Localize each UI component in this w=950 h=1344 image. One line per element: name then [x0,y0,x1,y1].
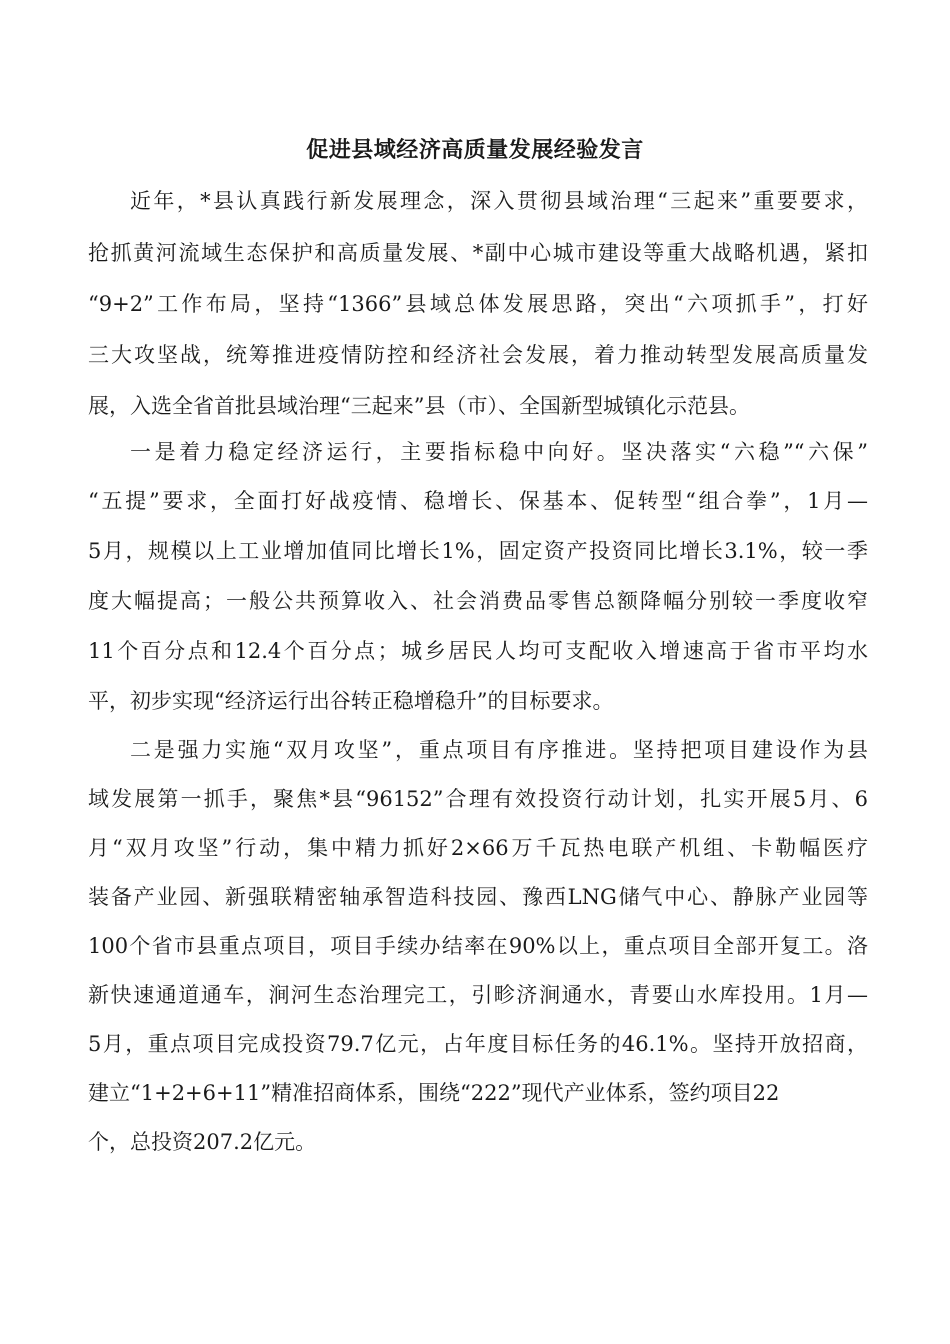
paragraph-3-line-6: 新快速通道通车，涧河生态治理完工，引畛济涧通水，青要山水库投用。1月— [88,983,868,1007]
document-title: 促进县域经济高质量发展经验发言 [306,138,644,163]
paragraph-1-line-4: 三大攻坚战，统筹推进疫情防控和经济社会发展，着力推动转型发展高质量发 [88,343,868,367]
paragraph-3-line-4: 装备产业园、新强联精密轴承智造科技园、豫西LNG储气中心、静脉产业园等 [88,885,868,909]
paragraph-2-line-5: 11个百分点和12.4个百分点；城乡居民人均可支配收入增速高于省市平均水 [88,639,868,663]
paragraph-1-line-1: 近年，*县认真践行新发展理念，深入贯彻县域治理“三起来”重要要求， [130,189,868,213]
paragraph-1-line-5: 展，入选全省首批县域治理“三起来”县（市）、全国新型城镇化示范县。 [88,394,750,418]
paragraph-1-line-3: “9+2”工作布局，坚持“1366”县域总体发展思路，突出“六项抓手”，打好 [88,292,868,316]
paragraph-3-line-5: 100个省市县重点项目，项目手续办结率在90%以上，重点项目全部开复工。洛 [88,934,868,958]
paragraph-2-line-3: 5月，规模以上工业增加值同比增长1%，固定资产投资同比增长3.1%，较一季 [88,539,868,563]
paragraph-2-line-1: 一是着力稳定经济运行，主要指标稳中向好。坚决落实“六稳”“六保” [130,440,868,464]
paragraph-2-line-4: 度大幅提高；一般公共预算收入、社会消费品零售总额降幅分别较一季度收窄 [88,589,868,613]
paragraph-3-line-2: 域发展第一抓手，聚焦*县“96152”合理有效投资行动计划，扎实开展5月、6 [88,787,868,811]
paragraph-3-line-8: 建立“1+2+6+11”精准招商体系，围绕“222”现代产业体系，签约项目22 [88,1081,780,1105]
paragraph-2-line-6: 平，初步实现“经济运行出谷转正稳增稳升”的目标要求。 [88,689,614,713]
paragraph-3-line-9: 个，总投资207.2亿元。 [88,1130,317,1154]
paragraph-3-line-1: 二是强力实施“双月攻坚”，重点项目有序推进。坚持把项目建设作为县 [130,738,868,762]
paragraph-3-line-7: 5月，重点项目完成投资79.7亿元，占年度目标任务的46.1%。坚持开放招商， [88,1032,868,1056]
paragraph-2-line-2: “五提”要求，全面打好战疫情、稳增长、保基本、促转型“组合拳”，1月— [88,489,868,513]
paragraph-1-line-2: 抢抓黄河流域生态保护和高质量发展、*副中心城市建设等重大战略机遇，紧扣 [88,241,868,265]
paragraph-3-line-3: 月“双月攻坚”行动，集中精力抓好2×66万千瓦热电联产机组、卡勒幅医疗 [88,836,868,860]
